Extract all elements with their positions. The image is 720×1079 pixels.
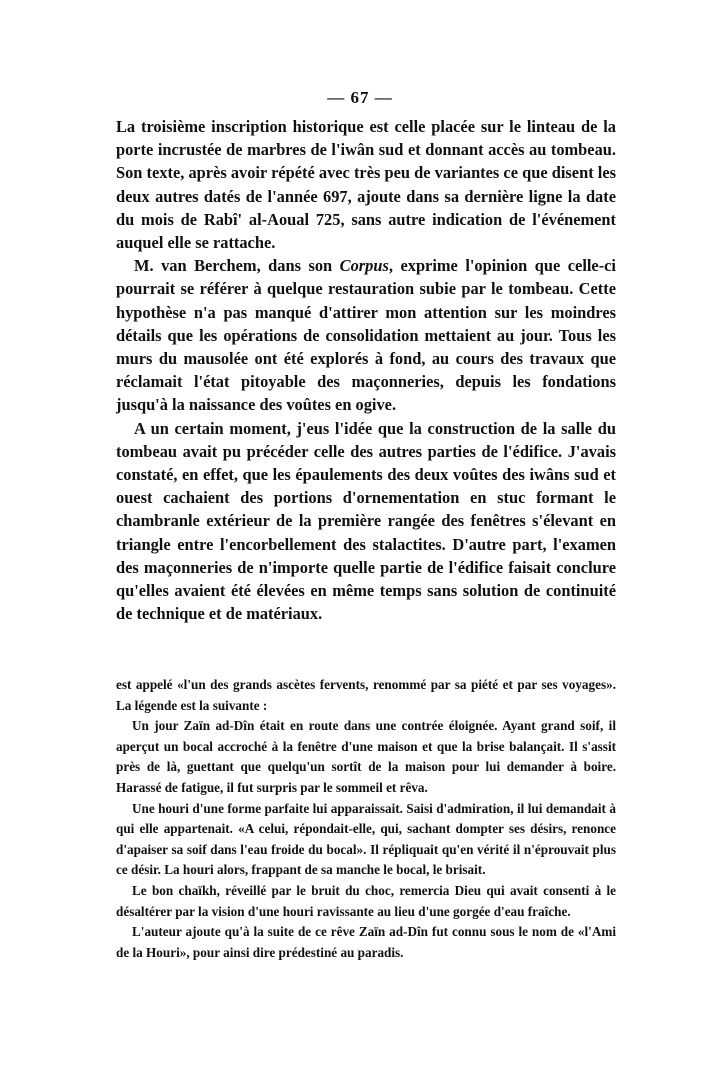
main-paragraph-2 [116, 254, 616, 416]
footnote-paragraph-2: Un jour Zaïn ad-Dîn était en route dans une contrée éloignée. Ayant grand soif, il aperçut un bocal accroché à la fenêtre d'une maison et que la brise balançait. Il s'assit près de là, guettant que quelqu'un sortît de la maison pour lui demander à boire. Harassé de fatigue, il fut surpris par le sommeil et rêva. [116, 718, 616, 795]
main-text-block [116, 115, 616, 625]
page-number: — 67 — [327, 88, 393, 107]
main-paragraph-3: A un certain moment, j'eus l'idée que la construction de la salle du tombeau avait pu précéder celle des autres parties de l'édifice. J'avais constaté, en effet, que les épaulements des deux voûtes des iwâns sud et ouest cachaient des portions d'ornementation en stuc formant le chambranle extérieur de la première rangée des fenêtres s'élevant en triangle entre l'encorbellement des stalactites. D'autre part, l'examen des maçonneries de n'importe quelle partie de l'édifice faisait conclure qu'elles avaient été élevées en même temps sans solution de continuité de technique et de matériaux. [116, 418, 616, 624]
footnote-paragraph-4: Le bon chaïkh, réveillé par le bruit du choc, remercia Dieu qui avait consenti à le désaltérer par la vision d'une houri ravissante au lieu d'une gorgée d'eau fraîche. [116, 882, 616, 919]
corpus-title: Corpus [339, 256, 389, 276]
footnote-paragraph-1: est appelé «l'un des grands ascètes fervents, renommé par sa piété et par ses voyages». La légende est la suivante : [116, 677, 616, 713]
main-paragraph-1: La troisième inscription historique est celle placée sur le linteau de la porte incrustée de marbres de l'iwân sud et donnant accès au tombeau. Son texte, après avoir répété avec très peu de variantes ce que disent les deux autres datés de l'année 697, ajoute dans sa dernière ligne la date du mois de Rabî' al-Aoual 725, sans autre indication de l'événement auquel elle se rattache. [116, 117, 616, 253]
footnote-block [116, 675, 616, 963]
main-paragraph-2-end: , exprime l'opinion que celle-ci pourrait se référer à quelque restauration subie par le tombeau. Cette hypothèse n'a pas manqué d'attirer mon attention sur les moindres détails que les opérations de consolidation mettaient au jour. Tous les murs du mausolée ont été explorés à fond, au cours des travaux que réclamait l'état pitoyable des maçonneries, depuis les fondations jusqu'à la naissance des voûtes en ogive. [116, 256, 616, 415]
main-paragraph-2-start: M. van Berchem, dans son [134, 256, 340, 276]
footnote-paragraph-3: Une houri d'une forme parfaite lui apparaissait. Saisi d'admiration, il lui demandait à qui elle appartenait. «A celui, répondait-elle, qui, sachant dompter ses désirs, renonce d'apaiser sa soif dans l'eau froide du bocal». Il répliquait qu'en vérité il n'éprouvait plus ce désir. La houri alors, frappant de sa manche le bocal, le brisait. [116, 800, 616, 878]
footnote-paragraph-5: L'auteur ajoute qu'à la suite de ce rêve Zaïn ad-Dîn fut connu sous le nom de «l'Ami de la Houri», pour ainsi dire prédestiné au paradis. [116, 924, 616, 960]
